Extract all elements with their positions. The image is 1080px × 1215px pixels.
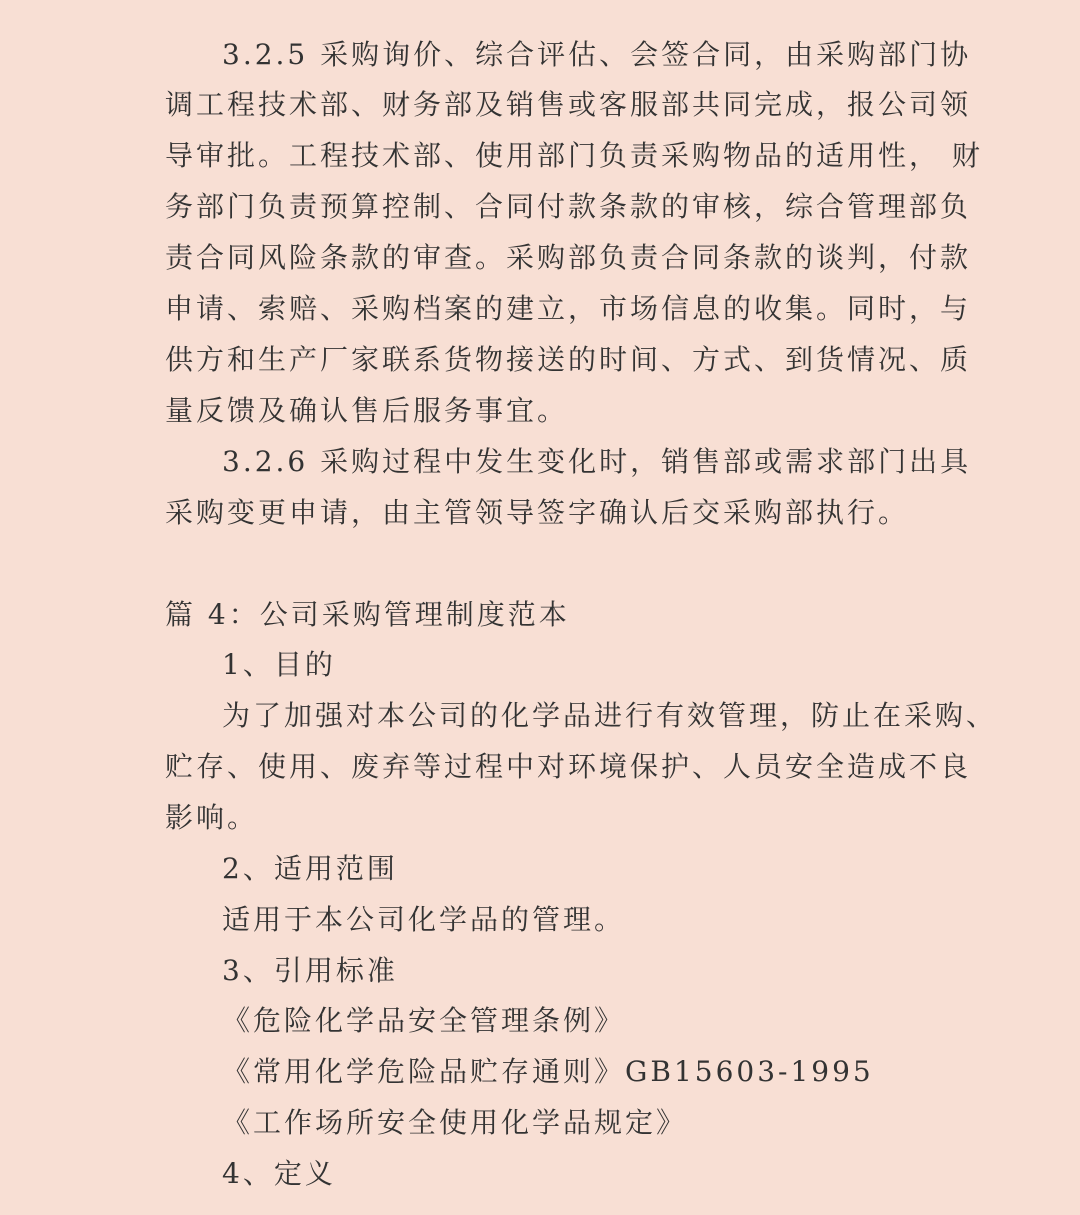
clause-3-2-5-line-7: 供方和生产厂家联系货物接送的时间、方式、到货情况、质 [165, 343, 972, 376]
section-title: 篇 4：公司采购管理制度范本 [165, 598, 570, 631]
heading-purpose: 1、目的 [222, 648, 336, 681]
clause-3-2-5-line-3: 导审批。工程技术部、使用部门负责采购物品的适用性， 财 [165, 139, 983, 172]
clause-3-2-5-line-6: 申请、索赔、采购档案的建立，市场信息的收集。同时，与 [165, 292, 972, 325]
clause-3-2-5-line-2: 调工程技术部、财务部及销售或客服部共同完成，报公司领 [165, 88, 972, 121]
clause-3-2-5-line-5: 责合同风险条款的审查。采购部负责合同条款的谈判，付款 [165, 241, 972, 274]
heading-references: 3、引用标准 [222, 954, 398, 987]
reference-item-3: 《工作场所安全使用化学品规定》 [222, 1106, 688, 1139]
clause-3-2-5-line-1: 3.2.5 采购询价、综合评估、会签合同，由采购部门协 [222, 38, 972, 71]
reference-item-2: 《常用化学危险品贮存通则》GB15603-1995 [222, 1055, 874, 1088]
purpose-text-line-2: 贮存、使用、废弃等过程中对环境保护、人员安全造成不良 [165, 750, 972, 783]
purpose-text-line-1: 为了加强对本公司的化学品进行有效管理，防止在采购、 [222, 699, 998, 732]
reference-item-1: 《危险化学品安全管理条例》 [222, 1004, 626, 1037]
clause-3-2-6-line-1: 3.2.6 采购过程中发生变化时，销售部或需求部门出具 [222, 445, 972, 478]
heading-definitions: 4、定义 [222, 1157, 336, 1190]
purpose-text-line-3: 影响。 [165, 801, 259, 834]
clause-3-2-5-line-8: 量反馈及确认售后服务事宜。 [165, 394, 569, 427]
clause-3-2-6-line-2: 采购变更申请，由主管领导签字确认后交采购部执行。 [165, 496, 910, 529]
scope-text: 适用于本公司化学品的管理。 [222, 903, 626, 936]
clause-3-2-5-line-4: 务部门负责预算控制、合同付款条款的审核，综合管理部负 [165, 190, 972, 223]
heading-scope: 2、适用范围 [222, 852, 398, 885]
